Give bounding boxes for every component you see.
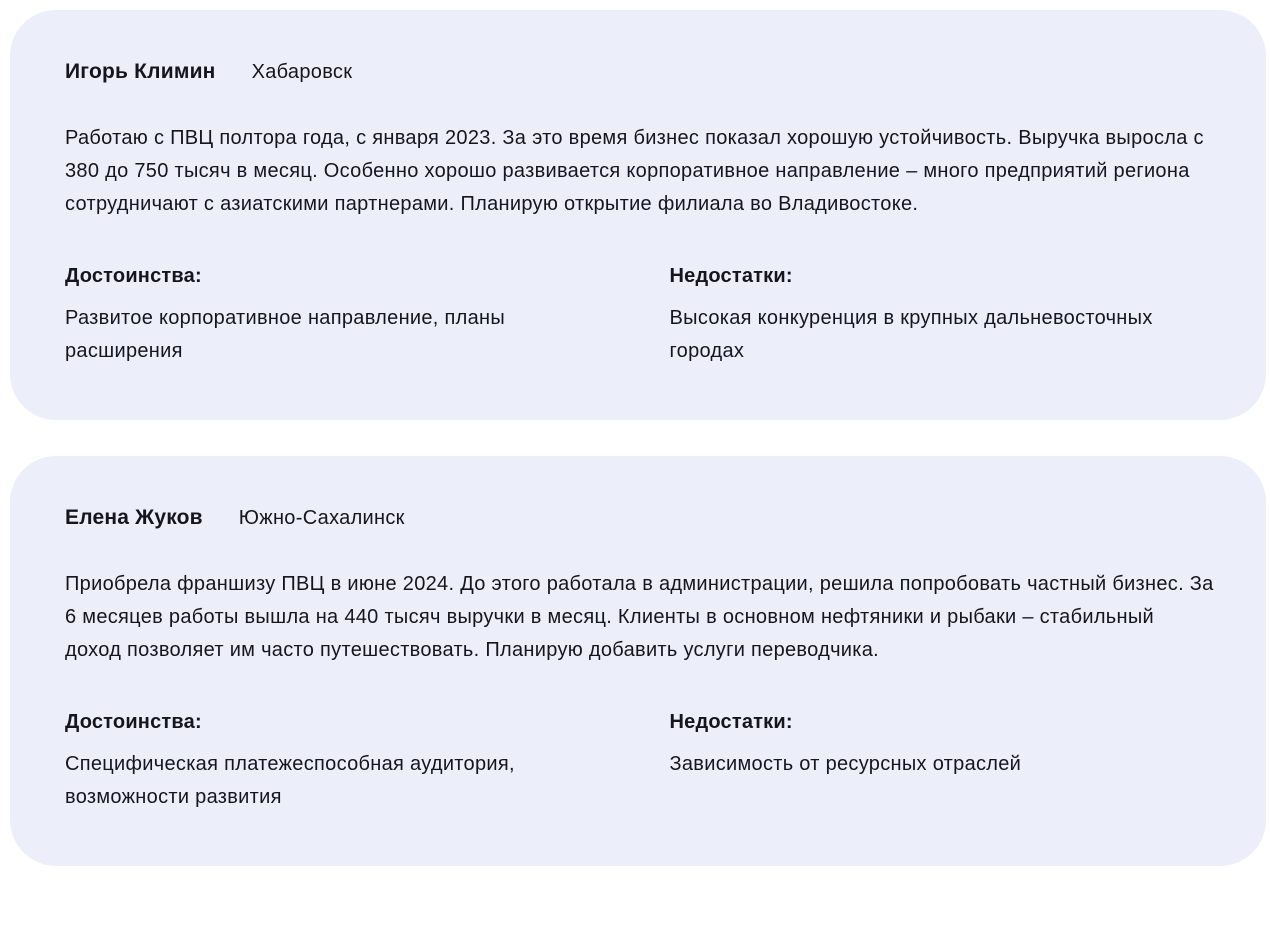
reviewer-city: Южно-Сахалинск: [238, 507, 405, 529]
pros-heading: Достоинства:: [65, 265, 202, 287]
cons-text: Высокая конкуренция в крупных дальневосточных городах: [669, 307, 1153, 362]
review-card: [10, 10, 1266, 420]
pros-text: Специфическая платежеспособная аудитория, возможности развития: [65, 753, 515, 808]
pros-section: [65, 265, 612, 368]
reviewer-name: Игорь Климин: [65, 60, 216, 83]
pros-heading: Достоинства:: [65, 711, 202, 733]
review-card: [10, 456, 1266, 866]
cons-text: Зависимость от ресурсных отраслей: [669, 753, 1022, 775]
pros-cons-columns: [65, 265, 1216, 368]
review-card-header: [65, 60, 1216, 84]
cons-heading: Недостатки:: [669, 711, 793, 733]
reviewer-name: Елена Жуков: [65, 506, 203, 529]
pros-cons-columns: [65, 711, 1216, 814]
review-card-header: [65, 506, 1216, 530]
cons-heading: Недостатки:: [669, 265, 793, 287]
pros-text: Развитое корпоративное направление, планы расширения: [65, 307, 506, 362]
cons-section: [670, 265, 1217, 368]
reviewer-city: Хабаровск: [251, 61, 353, 83]
cons-section: [670, 711, 1217, 814]
pros-section: [65, 711, 612, 814]
review-text: Работаю с ПВЦ полтора года, с января 2023. За это время бизнес показал хорошую устойчивость. Выручка выросла с 380 до 750 тысяч в месяц. Особенно хорошо развивается корпоративное направление – много предприятий региона сотрудничают с азиатскими партнерами. Планирую открытие филиала во Владивостоке.: [65, 127, 1204, 215]
review-text: Приобрела франшизу ПВЦ в июне 2024. До этого работала в администрации, решила попробовать частный бизнес. За 6 месяцев работы вышла на 440 тысяч выручки в месяц. Клиенты в основном нефтяники и рыбаки – стабильный доход позволяет им часто путешествовать. Планирую добавить услуги переводчика.: [65, 573, 1214, 661]
